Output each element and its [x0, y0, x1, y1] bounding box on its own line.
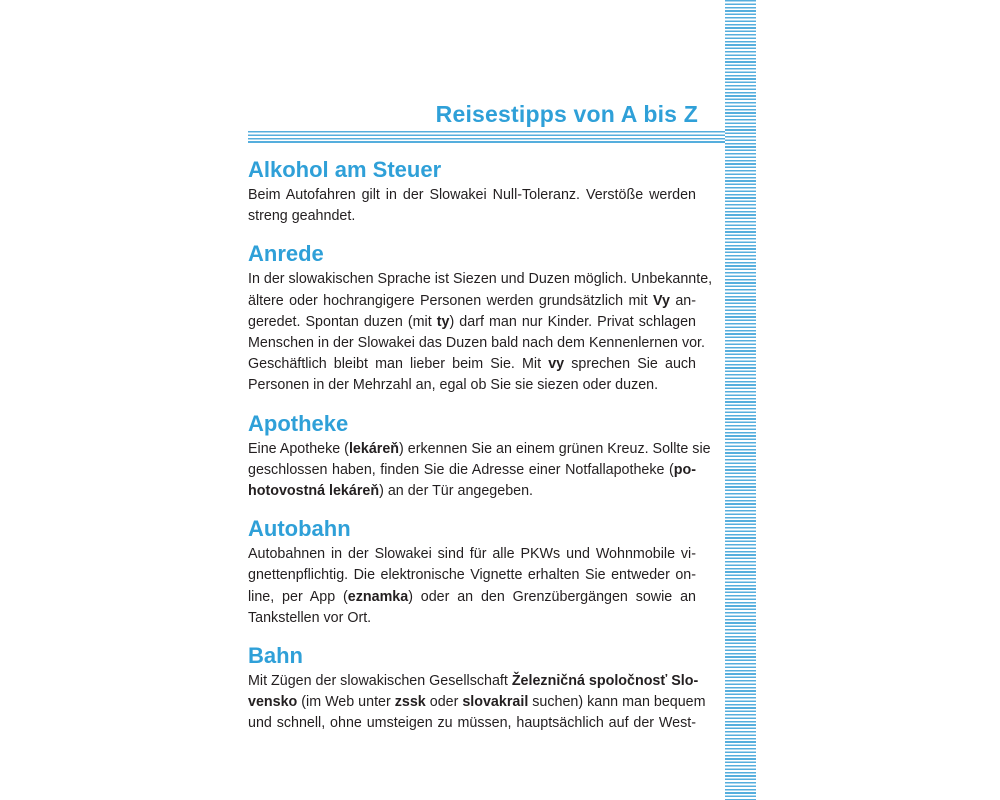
text-line: ältere oder hochrangigere Personen werden grundsätzlich mit Vy an-: [248, 292, 696, 309]
entry-alkohol-am-steuer: [248, 155, 696, 227]
entries-list: [248, 155, 713, 747]
text-line: Personen in der Mehrzahl an, egal ob Sie sie siezen oder duzen.: [248, 377, 659, 394]
text-line: Geschäftlich bleibt man lieber beim Sie. Mit vy sprechen Sie auch: [248, 356, 696, 373]
entry-heading: Bahn: [248, 643, 303, 669]
text-line: vensko (im Web unter zssk oder slovakrail suchen) kann man bequem: [248, 694, 706, 711]
entry-body: [248, 439, 711, 503]
text-line: Tankstellen vor Ort.: [248, 609, 372, 626]
entry-heading: Alkohol am Steuer: [248, 157, 442, 182]
entry-anrede: [248, 239, 713, 396]
entry-heading: Anrede: [248, 241, 324, 267]
header-rule: [248, 131, 725, 144]
text-line: und schnell, ohne umsteigen zu müssen, hauptsächlich auf der West-: [248, 715, 696, 732]
text-line: Eine Apotheke (lekáreň) erkennen Sie an einem grünen Kreuz. Sollte sie: [248, 440, 711, 457]
text-line: hotovostná lekáreň) an der Tür angegeben.: [248, 483, 534, 500]
text-line: gnettenpflichtig. Die elektronische Vignette erhalten Sie entweder on-: [248, 567, 696, 584]
entry-apotheke: [248, 409, 711, 503]
text-line: In der slowakischen Sprache ist Siezen und Duzen möglich. Unbekannte,: [248, 271, 713, 288]
entry-body: [248, 185, 696, 227]
text-line: Menschen in der Slowakei das Duzen bald nach dem Kennenlernen vor.: [248, 335, 705, 352]
entry-body: [248, 269, 713, 396]
text-line: line, per App (eznamka) oder an den Grenzübergängen sowie an: [248, 588, 696, 605]
entry-heading: Autobahn: [248, 516, 351, 542]
entry-body: [248, 671, 706, 735]
text-line: Mit Zügen der slowakischen Gesellschaft Železničná spoločnosť Slo-: [248, 673, 699, 690]
entry-bahn: [248, 641, 706, 735]
text-line: geredet. Spontan duzen (mit ty) darf man nur Kinder. Privat schlagen: [248, 313, 696, 330]
text-line: streng geahndet.: [248, 208, 356, 225]
text-line: geschlossen haben, finden Sie die Adresse einer Notfallapotheke (po-: [248, 461, 696, 478]
page-title: Reisestipps von A bis Z: [435, 101, 698, 127]
entry-heading: Apotheke: [248, 410, 349, 436]
text-line: Beim Autofahren gilt in der Slowakei Null-Toleranz. Verstöße werden: [248, 187, 696, 203]
entry-autobahn: [248, 514, 696, 629]
entry-body: [248, 544, 696, 629]
side-stripe-decoration: [725, 0, 756, 800]
text-line: Autobahnen in der Slowakei sind für alle PKWs und Wohnmobile vi-: [248, 546, 696, 563]
